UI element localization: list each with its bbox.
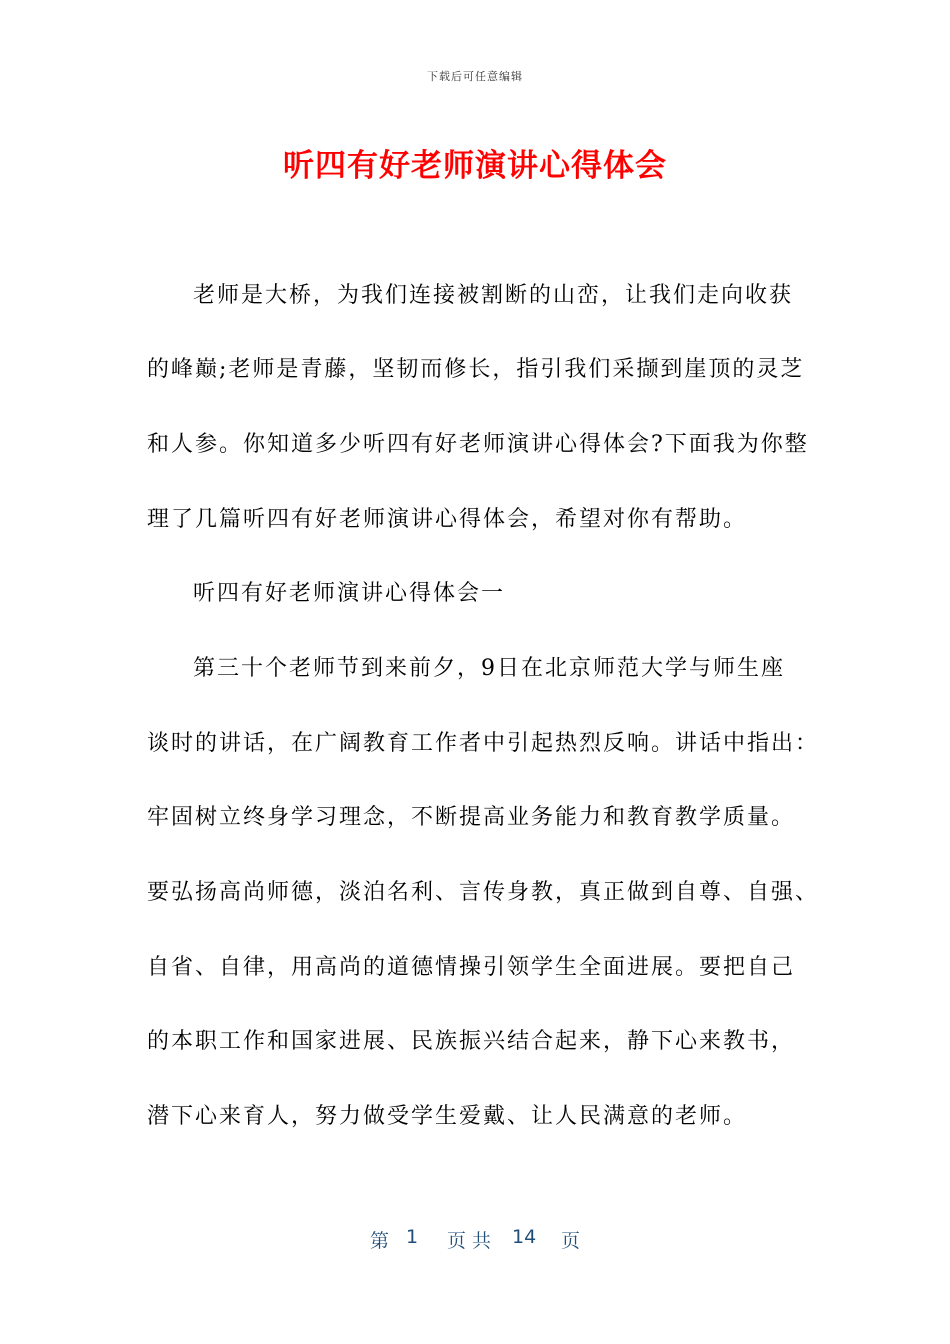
paragraph-line: 潜下心来育人，努力做受学生爱戴、让人民满意的老师。 (147, 1104, 748, 1129)
document-title: 听四有好老师演讲心得体会 (283, 148, 667, 184)
footer-page-number: 1 (406, 1226, 419, 1248)
paragraph-line: 自省、自律，用高尚的道德情操引领学生全面进展。要把自己 (147, 955, 796, 980)
paragraph-line: 老师是大桥，为我们连接被割断的山峦，让我们走向收获 (193, 283, 794, 308)
page-footer (0, 1226, 950, 1252)
paragraph-line: 第三十个老师节到来前夕，9日在北京师范大学与师生座 (193, 656, 785, 681)
paragraph-line: 理了几篇听四有好老师演讲心得体会，希望对你有帮助。 (147, 507, 748, 532)
footer-page-middle: 页 共 (447, 1230, 492, 1252)
footer-page-suffix: 页 (561, 1230, 581, 1252)
header-note: 下载后可任意编辑 (427, 70, 523, 83)
paragraph-line: 的峰巅;老师是青藤，坚韧而修长，指引我们采撷到崖顶的灵芝 (147, 357, 805, 382)
paragraph-line: 谈时的讲话，在广阔教育工作者中引起热烈反响。讲话中指出： (147, 731, 820, 756)
footer-page-prefix: 第 (370, 1230, 390, 1252)
paragraph-line: 的本职工作和国家进展、民族振兴结合起来，静下心来教书， (147, 1029, 796, 1054)
paragraph-line: 和人参。你知道多少听四有好老师演讲心得体会?下面我为你整 (147, 432, 809, 457)
footer-page-total: 14 (512, 1226, 537, 1248)
section-heading: 听四有好老师演讲心得体会一 (193, 581, 506, 606)
paragraph-line: 牢固树立终身学习理念，不断提高业务能力和教育教学质量。 (147, 805, 796, 830)
paragraph-line: 要弘扬高尚师德，淡泊名利、言传身教，真正做到自尊、自强、 (147, 880, 820, 905)
